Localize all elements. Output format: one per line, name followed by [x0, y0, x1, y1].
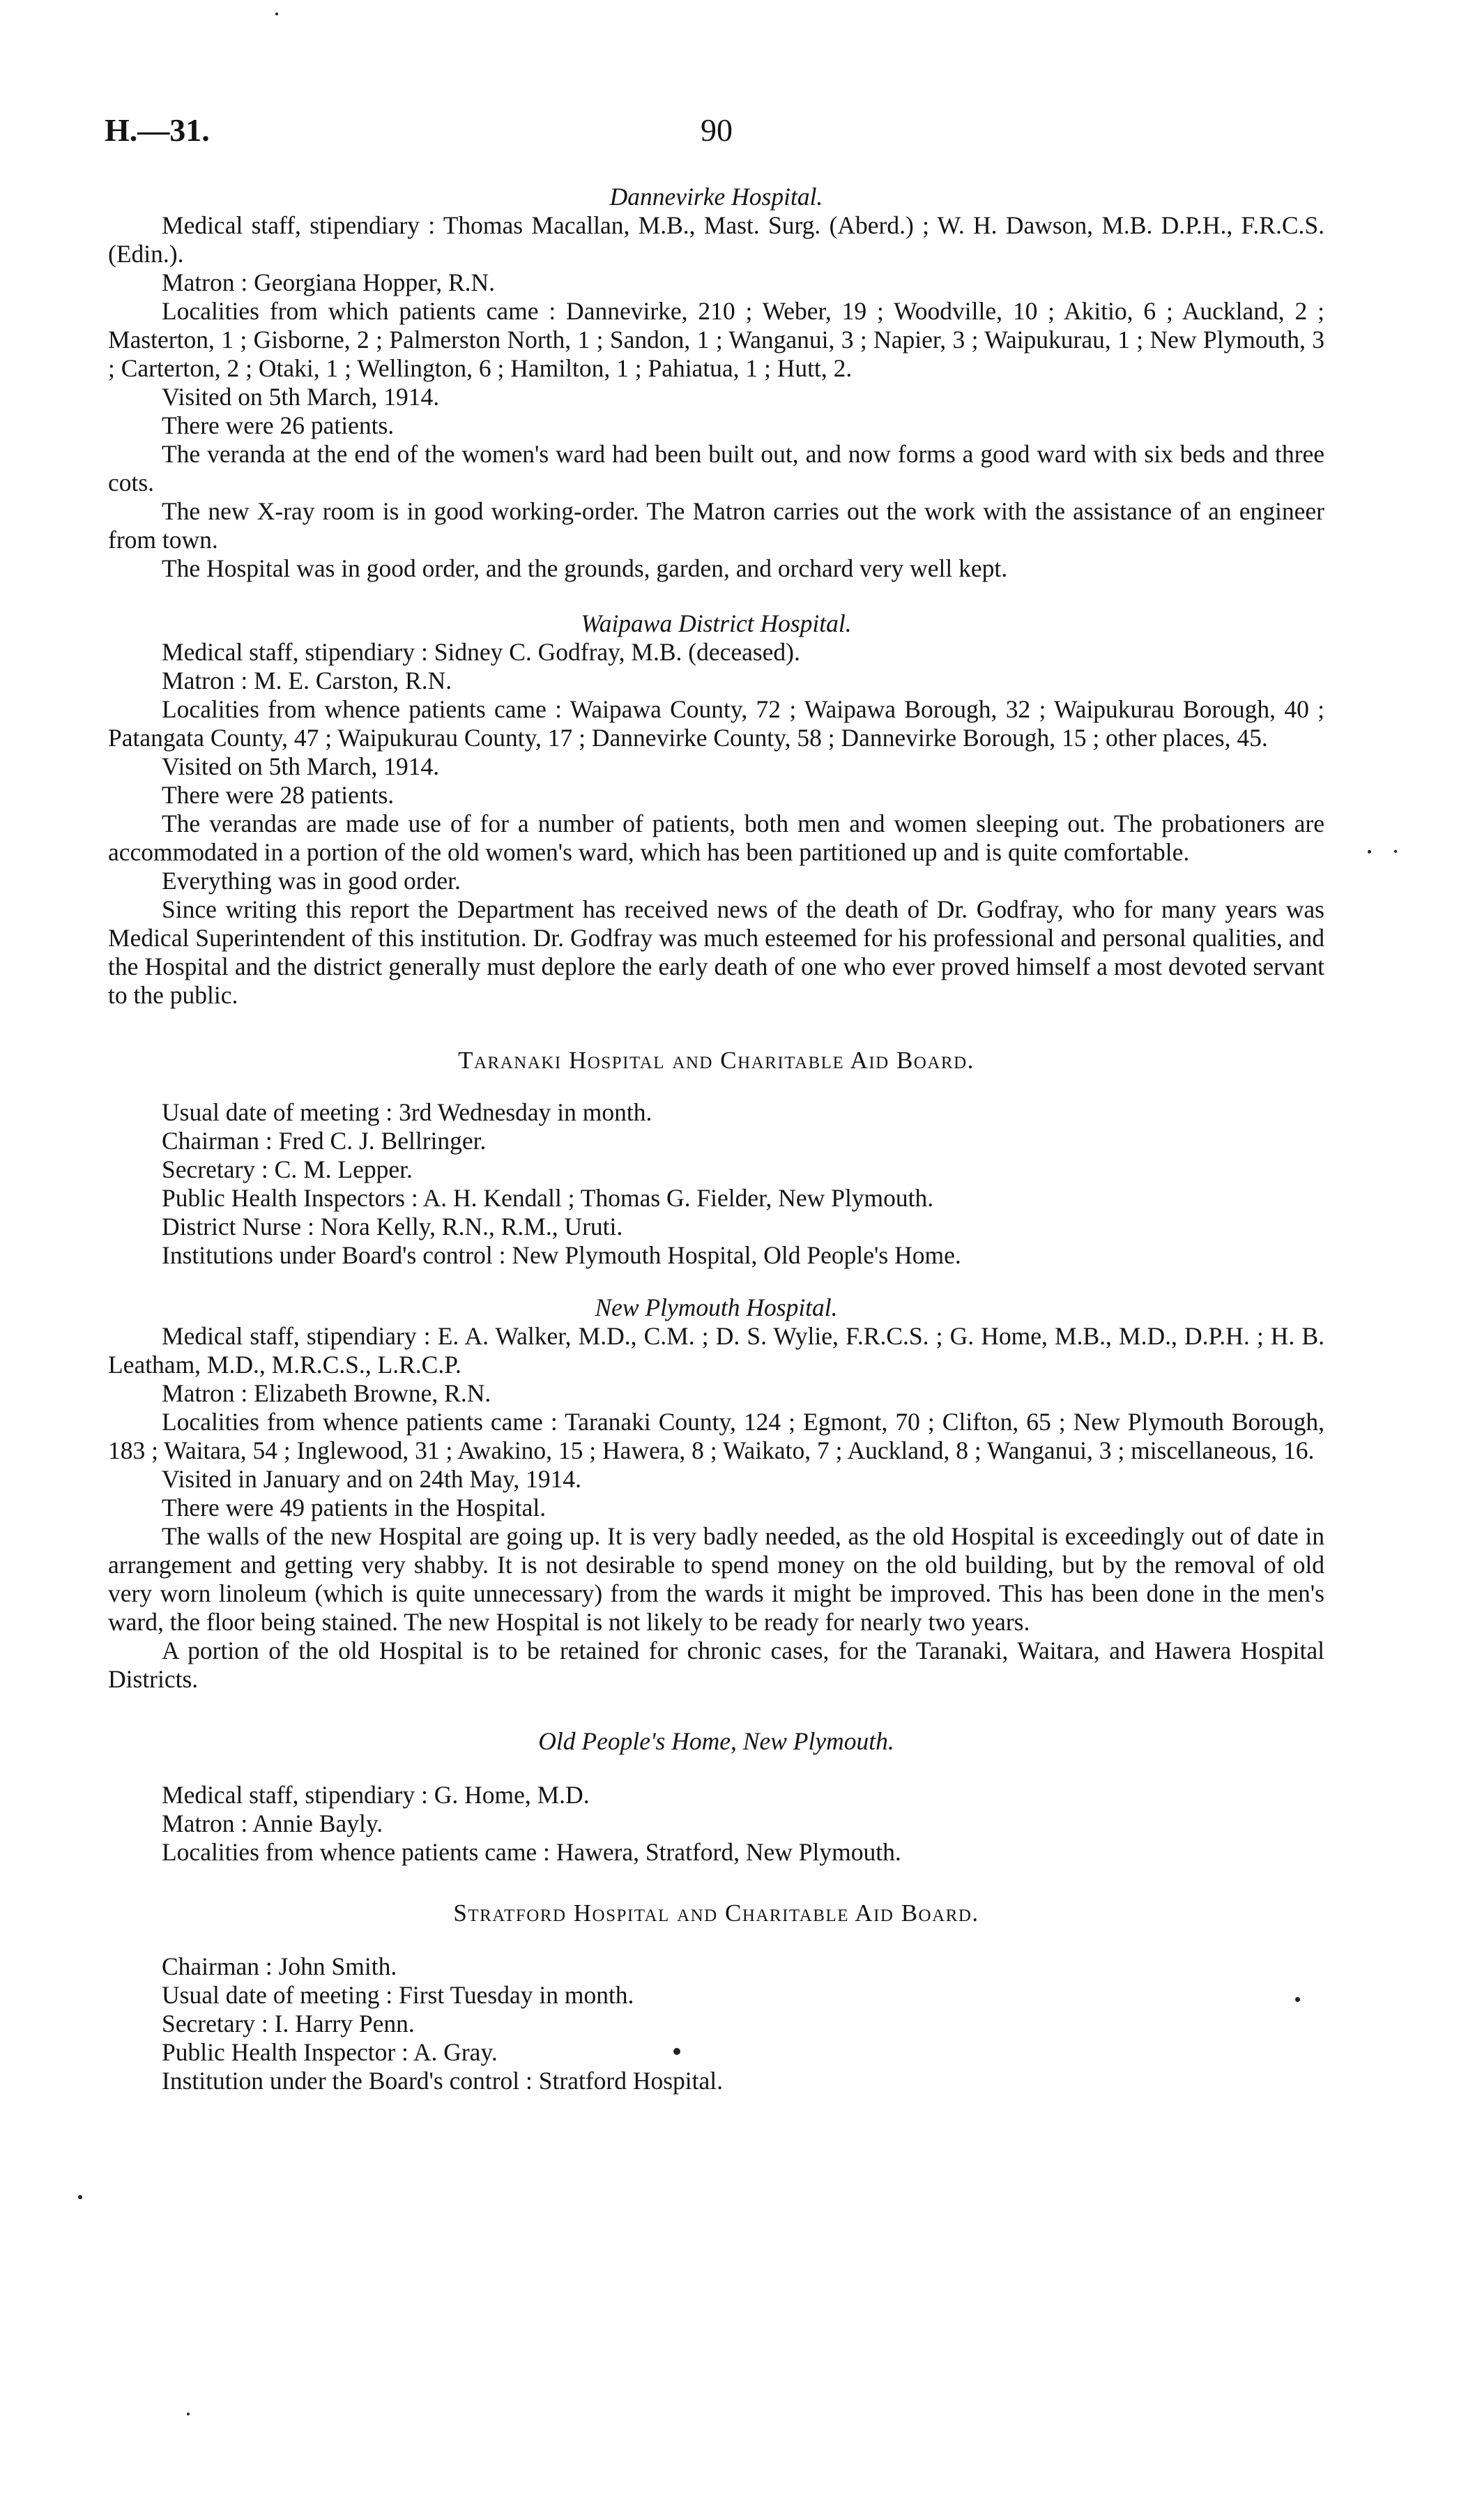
paragraph: Everything was in good order.	[162, 867, 461, 895]
board-title-taranaki: Taranaki Hospital and Charitable Aid Board.	[458, 1047, 975, 1074]
paragraph: Visited on 5th March, 1914.	[162, 752, 440, 780]
stratford-board-section	[108, 1899, 1324, 2095]
section-title-new-plymouth: New Plymouth Hospital.	[595, 1293, 838, 1321]
paragraph: Matron : Elizabeth Browne, R.N.	[162, 1379, 491, 1407]
paragraph: The new X-ray room is in good working-order. The Matron carries out the work with the assistance of an engineer from town.	[108, 497, 1324, 554]
page-content	[108, 183, 1324, 2095]
paragraph: Localities from whence patients came : Taranaki County, 124 ; Egmont, 70 ; Clifton, 65 ; New Plymouth Borough, 183 ; Waitara, 54 ; Inglewood, 31 ; Awakino, 15 ; Hawera, 8 ; Waikato, 7 ; Auckland, 8 ; Wanganui, 3 ; miscellaneous, 16.	[108, 1408, 1324, 1464]
board-title-stratford: Stratford Hospital and Charitable Aid Board.	[453, 1899, 979, 1927]
board-line: Secretary : I. Harry Penn.	[162, 2010, 415, 2037]
paragraph: There were 49 patients in the Hospital.	[162, 1494, 547, 1521]
scan-speck	[1394, 850, 1397, 853]
report-code: H.—31.	[105, 112, 210, 148]
paragraph: Localities from which patients came : Dannevirke, 210 ; Weber, 19 ; Woodville, 10 ; Akitio, 6 ; Auckland, 2 ; Masterton, 1 ; Gisborne, 2 ; Palmerston North, 1 ; Sandon, 1 ; Wanganui, 3 ; Napier, 3 ; Waipukurau, 1 ; New Plymouth, 3 ; Carterton, 2 ; Otaki, 1 ; Wellington, 6 ; Hamilton, 1 ; Pahiatua, 1 ; Hutt, 2.	[108, 297, 1324, 382]
paragraph: The walls of the new Hospital are going up. It is very badly needed, as the old Hospital is exceedingly out of date in arrangement and getting very shabby. It is not desirable to spend money on the old building, but by the removal of old very worn linoleum (which is quite unnecessary) from the wards it might be improved. This has been done in the men's ward, the floor being stained. The new Hospital is not likely to be ready for nearly two years.	[108, 1522, 1324, 1636]
page-header	[105, 112, 1415, 160]
paragraph: Visited in January and on 24th May, 1914.	[162, 1465, 581, 1493]
old-peoples-home-section	[108, 1727, 1324, 1867]
home-line: Medical staff, stipendiary : G. Home, M.D.	[162, 1781, 590, 1809]
paragraph: The veranda at the end of the women's ward had been built out, and now forms a good ward with six beds and three cots.	[108, 440, 1324, 496]
board-line: Usual date of meeting : First Tuesday in month.	[162, 1981, 634, 2009]
board-line: Institution under the Board's control : Stratford Hospital.	[162, 2067, 724, 2095]
board-line: Secretary : C. M. Lepper.	[162, 1155, 413, 1183]
new-plymouth-hospital-section	[108, 1293, 1324, 1694]
board-line: Public Health Inspector : A. Gray.	[162, 2038, 498, 2066]
paragraph: Matron : Georgiana Hopper, R.N.	[162, 268, 496, 296]
scan-speck	[275, 13, 278, 15]
board-line: Public Health Inspectors : A. H. Kendall ; Thomas G. Fielder, New Plymouth.	[162, 1184, 934, 1212]
paragraph: Medical staff, stipendiary : Thomas Macallan, M.B., Mast. Surg. (Aberd.) ; W. H. Dawson, M.B. D.P.H., F.R.C.S. (Edin.).	[108, 211, 1324, 268]
board-line: Chairman : John Smith.	[162, 1952, 397, 1980]
paragraph: Since writing this report the Department has received news of the death of Dr. Godfray, who for many years was Medical Superintendent of this institution. Dr. Godfray was much esteemed for his professional and personal qualities, and the Hospital and the district generally must deplore the early death of one who ever proved himself a most devoted servant to the public.	[108, 895, 1324, 1009]
home-line: Localities from whence patients came : Hawera, Stratford, New Plymouth.	[162, 1838, 901, 1866]
paragraph: Visited on 5th March, 1914.	[162, 383, 440, 411]
paragraph: A portion of the old Hospital is to be retained for chronic cases, for the Taranaki, Waitara, and Hawera Hospital Districts.	[108, 1637, 1324, 1693]
paragraph: Medical staff, stipendiary : Sidney C. Godfray, M.B. (deceased).	[162, 638, 800, 666]
waipawa-hospital-section	[108, 609, 1324, 1010]
section-title-dannevirke: Dannevirke Hospital.	[609, 183, 823, 211]
board-line: Chairman : Fred C. J. Bellringer.	[162, 1127, 487, 1155]
paragraph: The verandas are made use of for a number of patients, both men and women sleeping out. The probationers are accommodated in a portion of the old women's ward, which has been partitioned up and is quite comfortable.	[108, 810, 1324, 866]
paragraph: There were 26 patients.	[162, 411, 395, 439]
board-line: District Nurse : Nora Kelly, R.N., R.M., Uruti.	[162, 1213, 623, 1240]
page-number: 90	[701, 112, 733, 148]
taranaki-board-section	[108, 1046, 1324, 1270]
section-title-waipawa: Waipawa District Hospital.	[581, 609, 852, 637]
paragraph: The Hospital was in good order, and the grounds, garden, and orchard very well kept.	[162, 554, 1008, 582]
scan-speck	[1368, 850, 1371, 853]
board-line: Usual date of meeting : 3rd Wednesday in month.	[162, 1098, 652, 1126]
home-line: Matron : Annie Bayly.	[162, 1809, 383, 1837]
scan-speck	[78, 2195, 82, 2199]
paragraph: Localities from whence patients came : Waipawa County, 72 ; Waipawa Borough, 32 ; Waipukurau Borough, 40 ; Patangata County, 47 ; Waipukurau County, 17 ; Dannevirke County, 58 ; Dannevirke Borough, 15 ; other places, 45.	[108, 695, 1324, 752]
section-title-old-peoples-home: Old People's Home, New Plymouth.	[538, 1727, 894, 1755]
paragraph: There were 28 patients.	[162, 781, 395, 809]
paragraph: Medical staff, stipendiary : E. A. Walker, M.D., C.M. ; D. S. Wylie, F.R.C.S. ; G. Home, M.B., M.D., D.P.H. ; H. B. Leatham, M.D., M.R.C.S., L.R.C.P.	[108, 1322, 1324, 1379]
dannevirke-hospital-section	[108, 183, 1324, 583]
board-line: Institutions under Board's control : New Plymouth Hospital, Old People's Home.	[162, 1241, 961, 1269]
scan-speck	[1295, 1997, 1300, 2002]
scan-speck	[187, 2413, 190, 2415]
scan-speck	[673, 2048, 680, 2055]
paragraph: Matron : M. E. Carston, R.N.	[162, 667, 452, 694]
